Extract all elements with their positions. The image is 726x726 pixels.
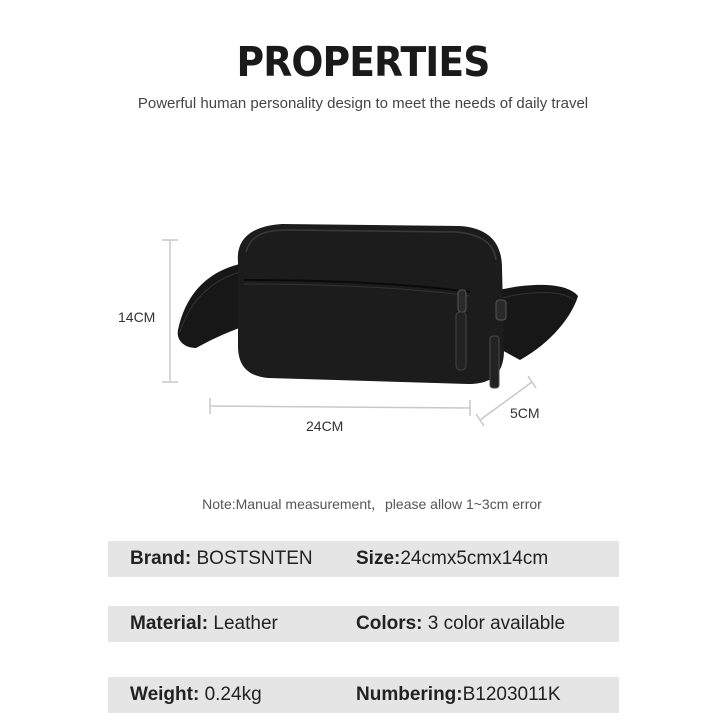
width-label: 24CM bbox=[306, 418, 344, 434]
spec-brand: Brand: BOSTSNTEN bbox=[130, 548, 313, 569]
spec-numbering: Numbering:B1203011K bbox=[356, 684, 561, 705]
height-label: 14CM bbox=[118, 309, 156, 325]
page-subtitle: Powerful human personality design to meet the needs of daily travel bbox=[137, 95, 589, 112]
width-dimension-line bbox=[210, 406, 470, 408]
spec-row bbox=[108, 677, 619, 713]
zipper-pull bbox=[458, 290, 466, 312]
depth-label: 5CM bbox=[510, 405, 540, 421]
spec-material: Material: Leather bbox=[130, 613, 278, 634]
spec-weight: Weight: 0.24kg bbox=[130, 684, 262, 705]
spec-row bbox=[108, 541, 619, 577]
page-title: PROPERTIES bbox=[236, 38, 490, 86]
spec-colors: Colors: 3 color available bbox=[356, 613, 566, 634]
measurement-note: Note:Manual measurement，please allow 1~3cm error bbox=[202, 496, 542, 512]
spec-size: Size:24cmx5cmx14cm bbox=[356, 548, 549, 569]
spec-row bbox=[108, 606, 619, 642]
